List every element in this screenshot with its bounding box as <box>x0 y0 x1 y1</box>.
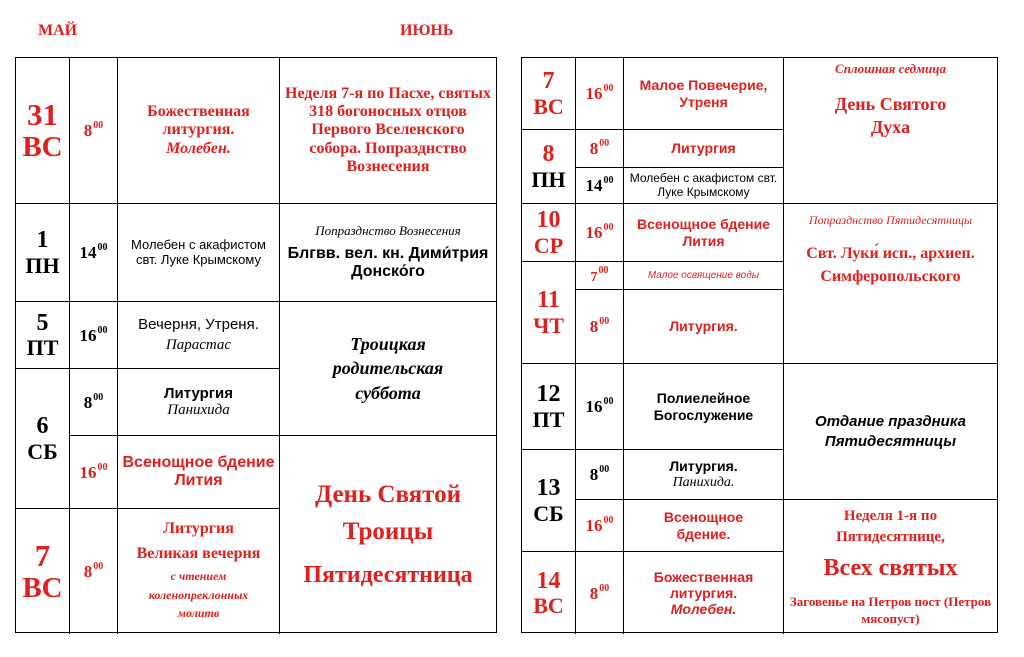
luke-cell <box>784 204 997 364</box>
service-text: Полиелейное Богослужение <box>653 390 754 423</box>
weekday: ПН <box>531 166 566 192</box>
service-cell <box>118 369 280 436</box>
service-text: Всенощное бдение Лития <box>122 453 275 489</box>
day-number: 13 <box>536 475 561 502</box>
feast-text: Свт. Луки́ исп., архиеп. Симферопольского <box>806 244 975 285</box>
service-subtext: Молебен. <box>670 601 737 618</box>
service-cell <box>624 204 784 262</box>
weekday: ПН <box>25 252 60 278</box>
service-text: Молебен с акафистом свт. Луке Крымскому <box>131 236 266 267</box>
all-saints-cell <box>784 500 997 634</box>
trinity-saturday-cell <box>280 302 496 436</box>
feast-cell <box>280 204 496 302</box>
month-may: МАЙ <box>38 22 78 39</box>
feast-subtitle: Попразднство Пятидесятницы <box>808 213 973 227</box>
service-text: Вечерня, Утреня. <box>138 315 259 333</box>
weekday: ЧТ <box>533 312 564 338</box>
service-cell <box>624 364 784 450</box>
service-text: Малое освящение воды <box>647 269 760 281</box>
service-text: Литургия. <box>669 318 738 335</box>
service-cell <box>118 302 280 369</box>
service-text: Молебен с акафистом свт. Луке Крымскому <box>629 170 778 199</box>
feast-text: Троицкая родительская суббота <box>332 334 444 403</box>
service-text: Божественная литургия. <box>147 102 250 139</box>
service-cell <box>118 58 280 204</box>
time-cell: $16^{00}$ <box>70 436 118 509</box>
day-31 <box>16 58 70 204</box>
day-number: 7 <box>34 538 51 573</box>
service-subtext: с чтением коленопреклонных молитв <box>148 569 249 621</box>
day-5 <box>16 302 70 369</box>
weekday: СБ <box>533 500 564 526</box>
holy-spirit-cell <box>784 58 997 204</box>
day-number: 12 <box>536 381 561 408</box>
service-subtext: Молебен. <box>166 139 231 157</box>
feast-line: Пятидесятница <box>303 561 473 588</box>
feast-line: Всех святых <box>823 554 958 581</box>
feast-line: День Святой <box>314 481 462 509</box>
service-cell <box>118 509 280 634</box>
service-cell <box>624 450 784 500</box>
day-number: 1 <box>36 227 49 254</box>
weekday: СР <box>533 232 564 258</box>
day-number: 14 <box>536 567 561 594</box>
time-cell: $14^{00}$ <box>70 204 118 302</box>
schedule-table-may-june <box>15 57 497 633</box>
day-number: 7 <box>542 68 555 95</box>
feast-text: Неделя 7-я по Пасхе, святых 318 богоносных отцов Первого Вселенского собора. Попразднство Вознесения <box>285 84 491 176</box>
day-number: 11 <box>537 287 560 314</box>
feast-text: Блгвв. вел. кн. Дими́трия Донско́го <box>287 244 489 280</box>
day-8 <box>522 130 576 204</box>
time-cell: $16^{00}$ <box>576 58 624 130</box>
day-14 <box>522 552 576 634</box>
feast-cell <box>280 58 496 204</box>
time-cell: $8^{00}$ <box>70 369 118 436</box>
time-cell: $8^{00}$ <box>70 58 118 204</box>
weekday: ПТ <box>532 406 565 432</box>
service-text: Литургия. <box>669 458 738 475</box>
service-cell <box>118 436 280 509</box>
day-6 <box>16 369 70 509</box>
service-cell <box>624 168 784 204</box>
feast-line: Заговенье на Петров пост (Петров мясопуст) <box>789 593 992 627</box>
feast-line: Троицы <box>342 517 434 545</box>
day-number: 31 <box>27 97 58 132</box>
feast-subtitle: Сплошная седмица <box>835 61 946 76</box>
service-cell <box>118 204 280 302</box>
time-cell: $8^{00}$ <box>576 552 624 634</box>
day-1 <box>16 204 70 302</box>
service-subtext: Панихида <box>167 402 230 418</box>
weekday: ВС <box>22 130 63 163</box>
service-cell <box>624 262 784 290</box>
time-cell: $14^{00}$ <box>576 168 624 204</box>
day-number: 10 <box>536 207 561 234</box>
weekday: ВС <box>533 93 564 119</box>
weekday: ВС <box>22 571 63 604</box>
feast-subtitle: Попразднство Вознесения <box>315 222 461 238</box>
day-number: 5 <box>36 309 49 336</box>
time-cell: $16^{00}$ <box>576 204 624 262</box>
time-cell: $8^{00}$ <box>576 450 624 500</box>
service-cell <box>624 130 784 168</box>
time-cell: $16^{00}$ <box>576 500 624 552</box>
feast-text: Отдание праздника Пятидесятницы <box>815 413 966 450</box>
service-text: Литургия <box>164 384 233 402</box>
service-subtext: Парастас <box>165 337 232 353</box>
schedule-table-june <box>521 57 998 633</box>
day-11 <box>522 262 576 364</box>
otdanie-cell <box>784 364 997 500</box>
service-subtext: Панихида. <box>672 474 735 490</box>
service-text: Литургия <box>163 520 234 538</box>
feast-line: Неделя 1-я по Пятидесятнице, <box>836 508 945 545</box>
day-12 <box>522 364 576 450</box>
time-cell: $8^{00}$ <box>576 130 624 168</box>
time-cell: $16^{00}$ <box>70 302 118 369</box>
service-cell <box>624 500 784 552</box>
time-cell: $16^{00}$ <box>576 364 624 450</box>
service-text: Великая вечерня <box>136 544 261 562</box>
service-text: Всенощное бдение. <box>663 509 744 542</box>
month-june: ИЮНЬ <box>400 22 454 39</box>
service-text: Малое Повечерие, Утреня <box>639 77 768 110</box>
day-7 <box>16 509 70 634</box>
day-number: 6 <box>36 413 49 440</box>
service-cell <box>624 58 784 130</box>
time-cell: $7^{00}$ <box>576 262 624 290</box>
weekday: СБ <box>27 438 58 464</box>
service-text: Всенощное бдение Лития <box>636 216 770 249</box>
service-cell <box>624 552 784 634</box>
service-text: Божественная литургия. <box>653 568 754 601</box>
trinity-cell <box>280 436 496 634</box>
service-text: Литургия <box>671 140 736 157</box>
time-cell: $8^{00}$ <box>70 509 118 634</box>
weekday: ПТ <box>26 335 59 361</box>
feast-text: День Святого Духа <box>834 93 947 138</box>
time-cell: $8^{00}$ <box>576 290 624 364</box>
day-10 <box>522 204 576 262</box>
service-cell <box>624 290 784 364</box>
day-number: 8 <box>542 141 555 168</box>
day-13 <box>522 450 576 552</box>
day-7 <box>522 58 576 130</box>
weekday: ВС <box>533 593 564 619</box>
